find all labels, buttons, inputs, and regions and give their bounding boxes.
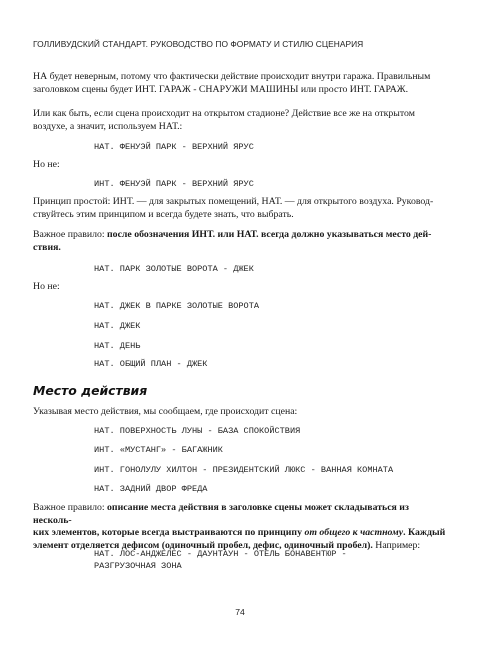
rule-bold-text: ких элементов, которые всегда выстраиваются по принципу	[33, 527, 305, 539]
rule-lead: Важное правило:	[33, 229, 108, 240]
rule-bold-italic-text: от общего к частному	[304, 527, 404, 539]
slugline-location: НАТ. ПОВЕРХНОСТЬ ЛУНЫ - БАЗА СПОКОЙСТВИЯ	[94, 426, 301, 436]
slugline-location: НАТ. ЗАДНИЙ ДВОР ФРЕДА	[94, 484, 208, 494]
paragraph-principle	[33, 196, 449, 221]
rule-bold-text: элемент отделяется дефисом (одиночный пробел, дефис, одиночный пробел).	[33, 539, 373, 551]
section-heading: Место действия	[33, 383, 148, 398]
rule-tail: Например:	[372, 539, 421, 551]
slugline-wrong: НАТ. ОБЩИЙ ПЛАН - ДЖЕК	[94, 359, 208, 369]
slugline-multi	[94, 548, 347, 572]
rule-bold-text: ствия.	[33, 241, 61, 253]
slugline-wrong: НАТ. ДЕНЬ	[94, 341, 141, 351]
slugline-wrong: НАТ. ДЖЕК	[94, 321, 141, 331]
paragraph-line: воздухе, а значит, используем НАТ.:	[33, 120, 183, 132]
slugline-location: ИНТ. ГОНОЛУЛУ ХИЛТОН - ПРЕЗИДЕНТСКИЙ ЛЮКС - ВАННАЯ КОМНАТА	[94, 465, 394, 475]
important-rule-1	[33, 229, 449, 254]
running-header: ГОЛЛИВУДСКИЙ СТАНДАРТ. РУКОВОДСТВО ПО ФОРМАТУ И СТИЛЮ СЦЕНАРИЯ	[33, 39, 364, 49]
slugline-line: РАЗГРУЗОЧНАЯ ЗОНА	[94, 561, 182, 572]
important-rule-2	[33, 502, 449, 552]
paragraph-line: Принцип простой: ИНТ. — для закрытых помещений, НАТ. — для открытого воздуха. Руковод-	[33, 196, 434, 207]
paragraph-location: Указывая место действия, мы сообщаем, где происходит сцена:	[33, 406, 298, 417]
paragraph-garage	[33, 71, 449, 96]
paragraph-line: НА будет неверным, потому что фактически действие происходит внутри гаража. Правильным	[33, 71, 431, 82]
slugline-example: НАТ. ПАРК ЗОЛОТЫЕ ВОРОТА - ДЖЕК	[94, 264, 254, 274]
rule-bold-text: после обозначения ИНТ. или НАТ. всегда должно указываться место дей-	[107, 229, 432, 240]
slugline-location: ИНТ. «МУСТАНГ» - БАГАЖНИК	[94, 445, 223, 455]
paragraph-line: Или как быть, если сцена происходит на открытом стадионе? Действие все же на открытом	[33, 108, 415, 119]
slugline-wrong: НАТ. ДЖЕК В ПАРКЕ ЗОЛОТЫЕ ВОРОТА	[94, 301, 260, 311]
rule-lead: Важное правило:	[33, 502, 108, 513]
rule-bold-text: . Каждый	[403, 527, 446, 539]
but-not-label: Но не:	[33, 159, 60, 170]
paragraph-line: ствуйтесь этим принципом и всегда будете знать, что выбрать.	[33, 208, 294, 220]
rule-bold-text: описание места действия в заголовке сцены может складываться из несколь-	[33, 502, 409, 526]
page-number: 74	[235, 607, 245, 617]
slugline-line: НАТ. ЛОС-АНДЖЕЛЕС - ДАУНТАУН - ОТЕЛЬ БОНАВЕНТЮР -	[94, 549, 347, 559]
paragraph-stadium	[33, 108, 449, 133]
slugline-example: ИНТ. ФЕНУЭЙ ПАРК - ВЕРХНИЙ ЯРУС	[94, 179, 254, 189]
but-not-label: Но не:	[33, 281, 60, 292]
paragraph-line: заголовком сцены будет ИНТ. ГАРАЖ - СНАРУЖИ МАШИНЫ или просто ИНТ. ГАРАЖ.	[33, 83, 409, 95]
slugline-example: НАТ. ФЕНУЭЙ ПАРК - ВЕРХНИЙ ЯРУС	[94, 142, 254, 152]
